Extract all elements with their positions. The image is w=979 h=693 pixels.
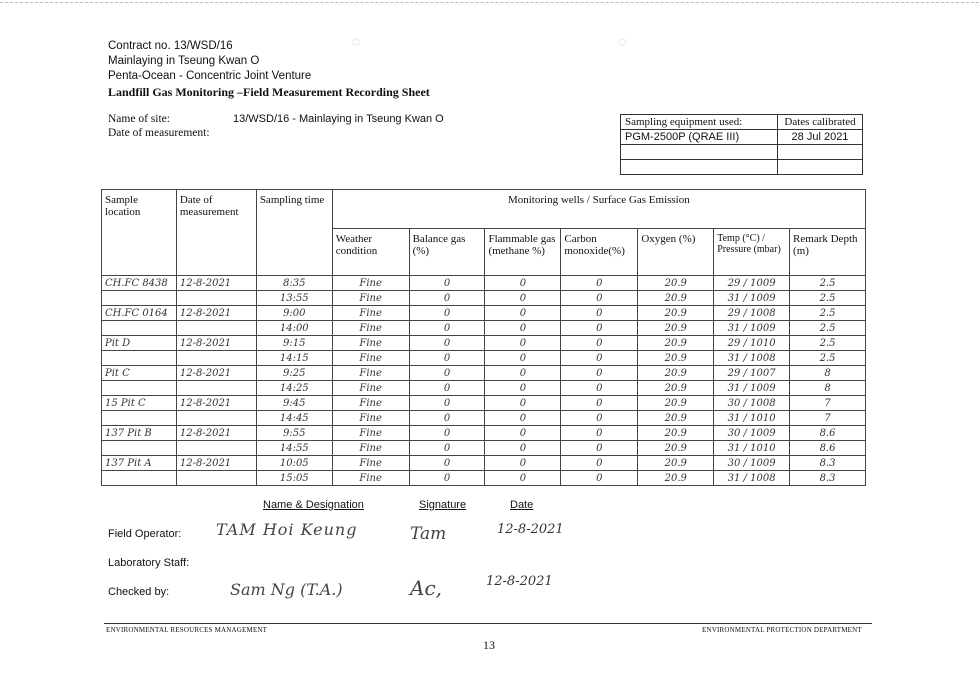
oxygen-cell: 20.9 [638,291,714,306]
lab-staff-label: Laboratory Staff: [108,557,190,569]
table-row [102,381,866,396]
weather-cell: Fine [332,366,409,381]
carbon-monoxide-cell: 0 [561,321,638,336]
balance-gas-cell: 0 [409,351,485,366]
measurement-date-cell [176,441,256,456]
remark-depth-cell: 2.5 [790,351,866,366]
flammable-gas-cell: 0 [485,291,561,306]
col-temp-pressure: Temp (°C) / Pressure (mbar) [714,229,790,276]
date-header: Date [510,499,534,511]
project-name: Mainlaying in Tseung Kwan O [108,55,260,67]
weather-cell: Fine [332,291,409,306]
temp-pressure-cell: 31 / 1009 [714,321,790,336]
weather-cell: Fine [332,336,409,351]
flammable-gas-cell: 0 [485,321,561,336]
remark-depth-cell: 2.5 [790,321,866,336]
site-value: 13/WSD/16 - Mainlaying in Tseung Kwan O [233,113,444,125]
field-operator-label: Field Operator: [108,528,182,540]
carbon-monoxide-cell: 0 [561,381,638,396]
top-border [0,2,979,3]
sampling-time-cell: 14:45 [256,411,332,426]
sampling-time-cell: 15:05 [256,471,332,486]
group-header: Monitoring wells / Surface Gas Emission [332,190,865,229]
measurement-date-cell [176,291,256,306]
remark-depth-cell: 7 [790,411,866,426]
carbon-monoxide-cell: 0 [561,276,638,291]
table-row [102,336,866,351]
remark-depth-cell: 2.5 [790,276,866,291]
weather-cell: Fine [332,396,409,411]
checked-by-date: 12-8-2021 [486,574,553,589]
checked-by-signature: Ac, [410,576,443,600]
sampling-time-cell: 10:05 [256,456,332,471]
equipment-header: Sampling equipment used: [621,115,778,130]
flammable-gas-cell: 0 [485,396,561,411]
temp-pressure-cell: 31 / 1010 [714,441,790,456]
sample-location-cell: 15 Pit C [102,396,177,411]
oxygen-cell: 20.9 [638,366,714,381]
scan-smudge: ◌ [618,33,627,49]
equipment-cell: PGM-2500P (QRAE III) [621,130,778,145]
sampling-time-cell: 9:00 [256,306,332,321]
name-designation-header: Name & Designation [263,499,364,511]
footer-right: ENVIRONMENTAL PROTECTION DEPARTMENT [702,626,862,634]
sampling-time-cell: 9:15 [256,336,332,351]
table-row [102,321,866,336]
carbon-monoxide-cell: 0 [561,366,638,381]
scan-smudge: ◌ [352,33,361,49]
table-row [102,351,866,366]
measurement-date-cell: 12-8-2021 [176,366,256,381]
col-remark-depth: Remark Depth (m) [790,229,866,276]
balance-gas-cell: 0 [409,441,485,456]
temp-pressure-cell: 29 / 1009 [714,276,790,291]
balance-gas-cell: 0 [409,456,485,471]
balance-gas-cell: 0 [409,426,485,441]
temp-pressure-cell: 31 / 1008 [714,471,790,486]
field-operator-date: 12-8-2021 [497,522,564,537]
remark-depth-cell: 8.6 [790,426,866,441]
weather-cell: Fine [332,441,409,456]
flammable-gas-cell: 0 [485,276,561,291]
field-operator-signature: Tam [410,524,447,544]
flammable-gas-cell: 0 [485,441,561,456]
flammable-gas-cell: 0 [485,366,561,381]
measurement-date-cell [176,471,256,486]
oxygen-cell: 20.9 [638,381,714,396]
sampling-time-cell: 8:35 [256,276,332,291]
balance-gas-cell: 0 [409,306,485,321]
remark-depth-cell: 2.5 [790,306,866,321]
calibration-cell: 28 Jul 2021 [778,130,863,145]
remark-depth-cell: 8.3 [790,471,866,486]
carbon-monoxide-cell: 0 [561,411,638,426]
temp-pressure-cell: 31 / 1008 [714,351,790,366]
equipment-cell [621,160,778,175]
table-row [102,456,866,471]
col-oxygen: Oxygen (%) [638,229,714,276]
sample-location-cell [102,441,177,456]
measurement-date-cell: 12-8-2021 [176,306,256,321]
measurement-date-cell [176,321,256,336]
remark-depth-cell: 8 [790,381,866,396]
flammable-gas-cell: 0 [485,336,561,351]
sample-location-cell: CH.FC 0164 [102,306,177,321]
oxygen-cell: 20.9 [638,441,714,456]
measurement-table [101,189,866,486]
col-weather: Weather condition [332,229,409,276]
oxygen-cell: 20.9 [638,471,714,486]
col-carbon-monoxide: Carbon monoxide(%) [561,229,638,276]
sample-location-cell [102,411,177,426]
table-row [102,276,866,291]
temp-pressure-cell: 30 / 1009 [714,426,790,441]
sampling-time-cell: 14:25 [256,381,332,396]
oxygen-cell: 20.9 [638,276,714,291]
sampling-time-cell: 9:55 [256,426,332,441]
carbon-monoxide-cell: 0 [561,291,638,306]
weather-cell: Fine [332,381,409,396]
balance-gas-cell: 0 [409,366,485,381]
col-flammable-gas: Flammable gas (methane %) [485,229,561,276]
weather-cell: Fine [332,426,409,441]
equipment-table [620,114,863,175]
weather-cell: Fine [332,306,409,321]
carbon-monoxide-cell: 0 [561,471,638,486]
carbon-monoxide-cell: 0 [561,441,638,456]
remark-depth-cell: 7 [790,396,866,411]
sampling-time-cell: 14:55 [256,441,332,456]
sheet-title: Landfill Gas Monitoring –Field Measurement Recording Sheet [108,85,430,99]
contract-number: Contract no. 13/WSD/16 [108,40,233,52]
balance-gas-cell: 0 [409,276,485,291]
flammable-gas-cell: 0 [485,456,561,471]
col-date-of-measurement: Date of measurement [176,190,256,276]
checked-by-name: Sam Ng (T.A.) [230,580,343,599]
oxygen-cell: 20.9 [638,456,714,471]
weather-cell: Fine [332,411,409,426]
col-balance-gas: Balance gas (%) [409,229,485,276]
calibration-cell [778,145,863,160]
calibration-cell [778,160,863,175]
flammable-gas-cell: 0 [485,381,561,396]
table-row [102,426,866,441]
footer-left: ENVIRONMENTAL RESOURCES MANAGEMENT [106,626,268,634]
balance-gas-cell: 0 [409,381,485,396]
table-row [102,396,866,411]
table-row [102,366,866,381]
temp-pressure-cell: 31 / 1010 [714,411,790,426]
balance-gas-cell: 0 [409,396,485,411]
oxygen-cell: 20.9 [638,321,714,336]
oxygen-cell: 20.9 [638,306,714,321]
sample-location-cell: Pit D [102,336,177,351]
contractor-name: Penta-Ocean - Concentric Joint Venture [108,70,312,82]
carbon-monoxide-cell: 0 [561,456,638,471]
temp-pressure-cell: 30 / 1009 [714,456,790,471]
remark-depth-cell: 2.5 [790,291,866,306]
sample-location-cell: 137 Pit A [102,456,177,471]
measurement-date-cell: 12-8-2021 [176,336,256,351]
temp-pressure-cell: 31 / 1009 [714,291,790,306]
balance-gas-cell: 0 [409,471,485,486]
measurement-date-cell [176,381,256,396]
measurement-date-cell: 12-8-2021 [176,456,256,471]
weather-cell: Fine [332,276,409,291]
field-operator-name: TAM Hoi Keung [216,520,358,539]
table-row [102,411,866,426]
sampling-time-cell: 9:25 [256,366,332,381]
temp-pressure-cell: 29 / 1007 [714,366,790,381]
sample-location-cell [102,471,177,486]
measurement-date-cell [176,411,256,426]
balance-gas-cell: 0 [409,291,485,306]
sample-location-cell [102,291,177,306]
measurement-date-cell: 12-8-2021 [176,426,256,441]
calibration-header: Dates calibrated [778,115,863,130]
oxygen-cell: 20.9 [638,396,714,411]
sample-location-cell: Pit C [102,366,177,381]
col-sample-location: Sample location [102,190,177,276]
flammable-gas-cell: 0 [485,411,561,426]
site-label: Name of site: [108,113,170,125]
carbon-monoxide-cell: 0 [561,426,638,441]
sample-location-cell [102,351,177,366]
balance-gas-cell: 0 [409,411,485,426]
remark-depth-cell: 8.3 [790,456,866,471]
checked-by-label: Checked by: [108,586,170,598]
remark-depth-cell: 2.5 [790,336,866,351]
temp-pressure-cell: 29 / 1010 [714,336,790,351]
sample-location-cell: 137 Pit B [102,426,177,441]
sample-location-cell [102,381,177,396]
oxygen-cell: 20.9 [638,411,714,426]
flammable-gas-cell: 0 [485,426,561,441]
flammable-gas-cell: 0 [485,306,561,321]
temp-pressure-cell: 30 / 1008 [714,396,790,411]
oxygen-cell: 20.9 [638,351,714,366]
sample-location-cell: CH.FC 8438 [102,276,177,291]
carbon-monoxide-cell: 0 [561,396,638,411]
oxygen-cell: 20.9 [638,426,714,441]
carbon-monoxide-cell: 0 [561,336,638,351]
temp-pressure-cell: 29 / 1008 [714,306,790,321]
weather-cell: Fine [332,321,409,336]
temp-pressure-cell: 31 / 1009 [714,381,790,396]
table-row [102,441,866,456]
weather-cell: Fine [332,471,409,486]
signature-header: Signature [419,499,467,511]
sampling-time-cell: 9:45 [256,396,332,411]
weather-cell: Fine [332,456,409,471]
remark-depth-cell: 8 [790,366,866,381]
sampling-time-cell: 13:55 [256,291,332,306]
table-row [102,471,866,486]
balance-gas-cell: 0 [409,321,485,336]
footer-rule [104,623,872,624]
flammable-gas-cell: 0 [485,351,561,366]
flammable-gas-cell: 0 [485,471,561,486]
weather-cell: Fine [332,351,409,366]
measurement-date-cell [176,351,256,366]
oxygen-cell: 20.9 [638,336,714,351]
table-row [102,291,866,306]
equipment-cell [621,145,778,160]
measurement-date-cell: 12-8-2021 [176,396,256,411]
date-label: Date of measurement: [108,127,210,139]
sampling-time-cell: 14:15 [256,351,332,366]
sampling-time-cell: 14:00 [256,321,332,336]
remark-depth-cell: 8.6 [790,441,866,456]
col-sampling-time: Sampling time [256,190,332,276]
measurement-date-cell: 12-8-2021 [176,276,256,291]
table-row [102,306,866,321]
carbon-monoxide-cell: 0 [561,306,638,321]
balance-gas-cell: 0 [409,336,485,351]
sample-location-cell [102,321,177,336]
page-number: 13 [483,638,495,652]
carbon-monoxide-cell: 0 [561,351,638,366]
